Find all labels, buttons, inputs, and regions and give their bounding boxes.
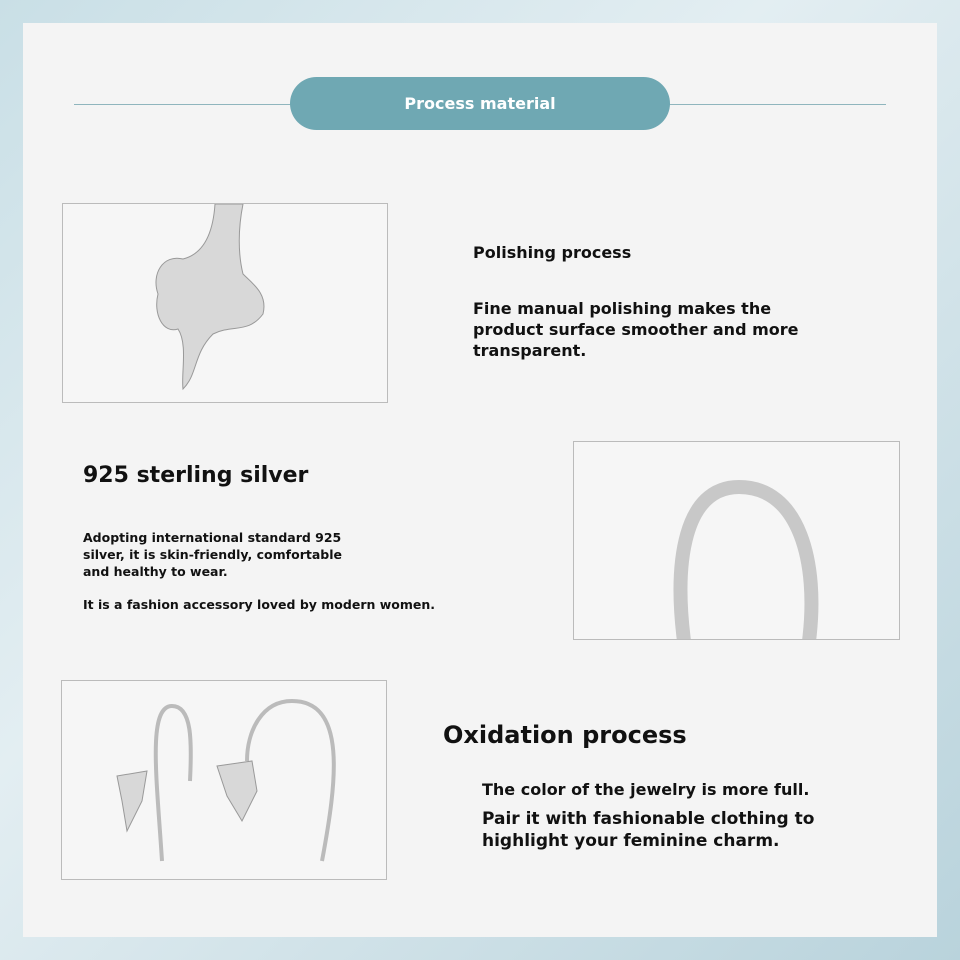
- silver-title: 925 sterling silver: [83, 463, 309, 488]
- divider-left: [74, 104, 294, 105]
- polishing-body: Fine manual polishing makes the product surface smoother and more transparent.: [473, 299, 799, 360]
- silver-body: Adopting international standard 925 silver, it is skin-friendly, comfortable and healthy to wear.: [83, 530, 342, 579]
- oxidation-line-1: The color of the jewelry is more full.: [482, 780, 810, 799]
- silver-body-2: It is a fashion accessory loved by modern women.: [83, 597, 436, 612]
- section-title: Process material: [404, 94, 556, 113]
- hook-image: [573, 441, 900, 640]
- polishing-title: Polishing process: [473, 243, 632, 262]
- divider-right: [666, 104, 886, 105]
- polishing-image: [62, 203, 388, 403]
- earrings-image: [61, 680, 387, 880]
- section-title-pill: [290, 77, 670, 130]
- oxidation-title: Oxidation process: [443, 721, 687, 749]
- oxidation-line-2: Pair it with fashionable clothing to highlight your feminine charm.: [482, 809, 815, 851]
